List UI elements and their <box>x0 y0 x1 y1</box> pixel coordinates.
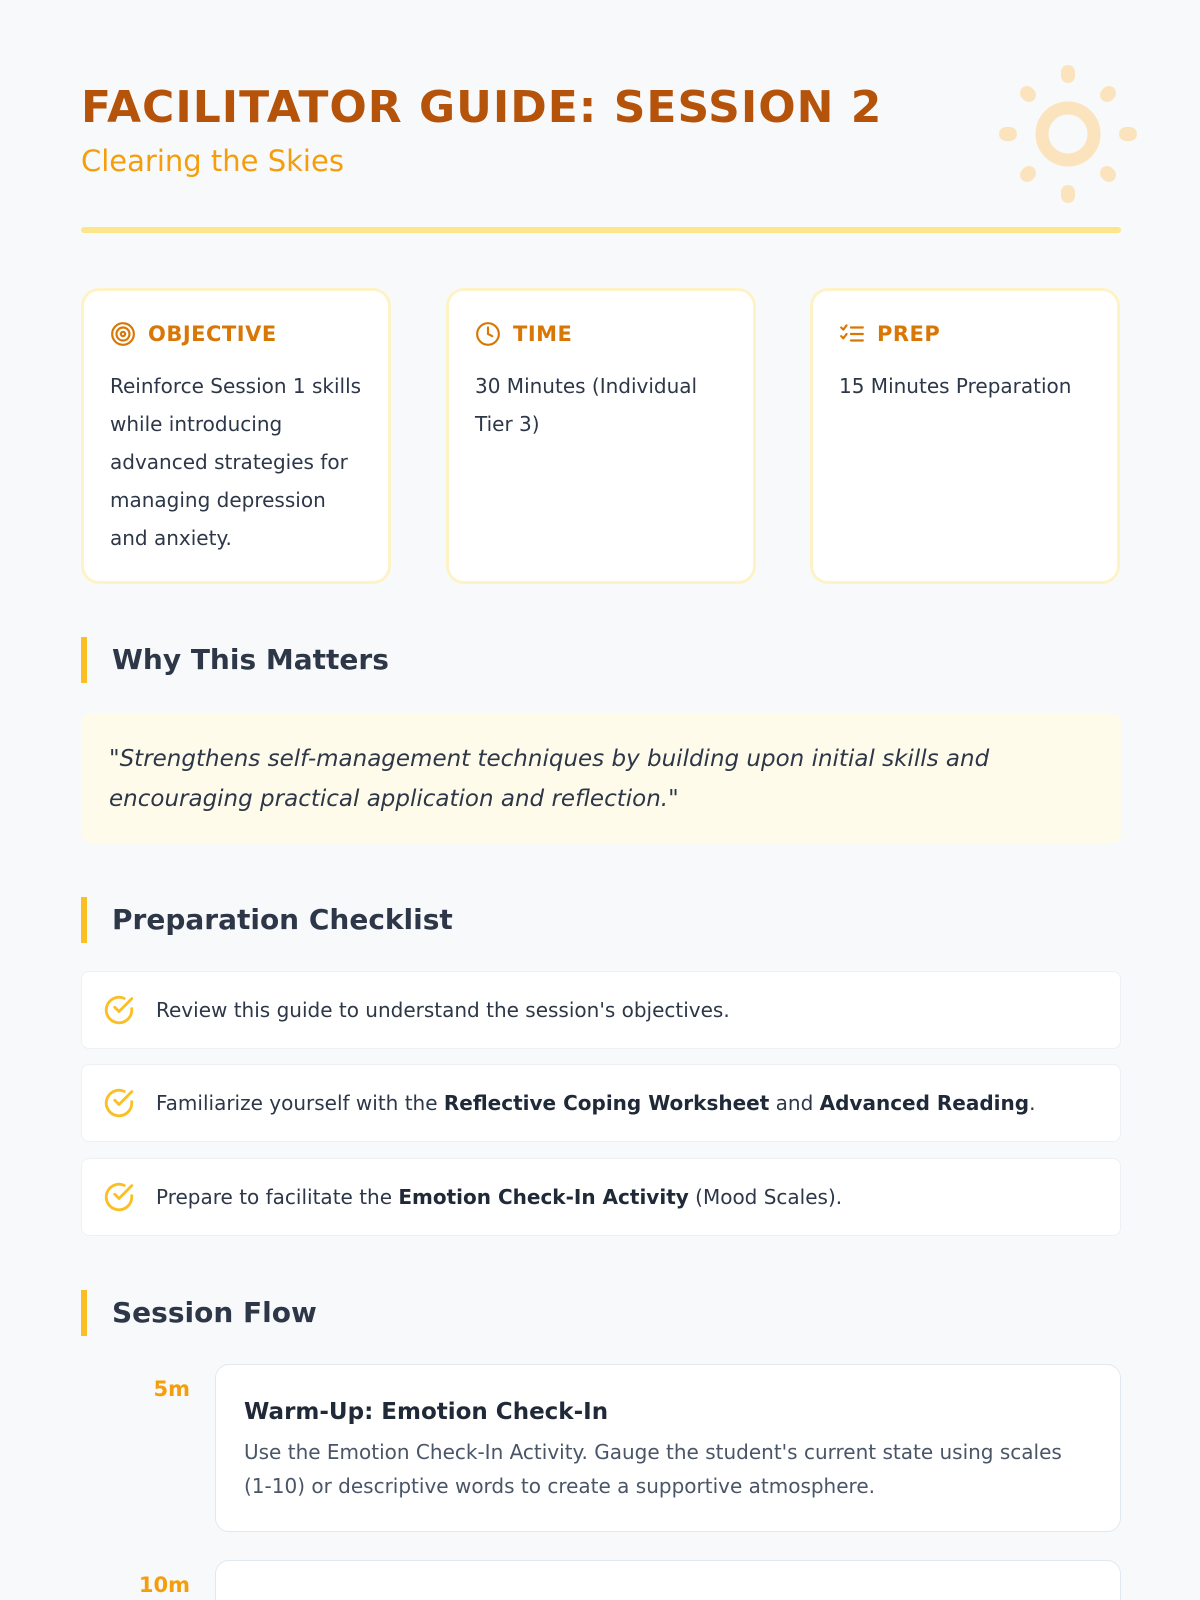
check-circle-icon <box>102 1086 136 1120</box>
time-text: 30 Minutes (Individual Tier 3) <box>475 374 698 436</box>
why-heading: Why This Matters <box>81 637 389 683</box>
flow-step-card <box>215 1560 1121 1600</box>
guide-header <box>81 80 1121 180</box>
flow-step-title: Warm-Up: Emotion Check-In <box>244 1399 609 1425</box>
sun-icon <box>998 64 1138 204</box>
check-circle-icon <box>102 1180 136 1214</box>
checklist-item <box>81 1158 1121 1236</box>
checklist-item-text: Review this guide to understand the session's objectives. <box>156 998 730 1022</box>
clock-icon <box>475 321 501 347</box>
why-quote: "Strengthens self-management techniques by building upon initial skills and encouraging practical application and reflection." <box>81 713 1121 843</box>
checklist-item-text: Familiarize yourself with the Reflective Coping Worksheet and Advanced Reading. <box>156 1091 1036 1115</box>
flow-step-card <box>215 1364 1121 1532</box>
session-flow-heading: Session Flow <box>81 1290 317 1336</box>
checklist-icon <box>839 321 865 347</box>
objective-text: Reinforce Session 1 skills while introducing advanced strategies for managing depression and anxiety. <box>110 374 362 550</box>
time-card <box>446 288 756 584</box>
time-label: TIME <box>513 322 573 346</box>
prep-card <box>810 288 1120 584</box>
objective-label: OBJECTIVE <box>148 322 277 346</box>
prep-label: PREP <box>877 322 941 346</box>
flow-step-desc: Use the Emotion Check-In Activity. Gauge the student's current state using scales (1-10) or descriptive words to create a supportive atmosphere. <box>244 1440 1062 1498</box>
objective-card <box>81 288 391 584</box>
flow-step-time: 5m <box>153 1377 190 1401</box>
checklist-item <box>81 1064 1121 1142</box>
flow-step-time: 10m <box>138 1573 190 1597</box>
page-subtitle: Clearing the Skies <box>81 144 344 178</box>
checklist-heading: Preparation Checklist <box>81 897 453 943</box>
checklist-item <box>81 971 1121 1049</box>
page-title: FACILITATOR GUIDE: SESSION 2 <box>81 82 883 133</box>
target-icon <box>110 321 136 347</box>
header-divider <box>81 227 1121 233</box>
check-circle-icon <box>102 993 136 1027</box>
prep-text: 15 Minutes Preparation <box>839 374 1072 398</box>
checklist-item-text: Prepare to facilitate the Emotion Check-In Activity (Mood Scales). <box>156 1185 843 1209</box>
